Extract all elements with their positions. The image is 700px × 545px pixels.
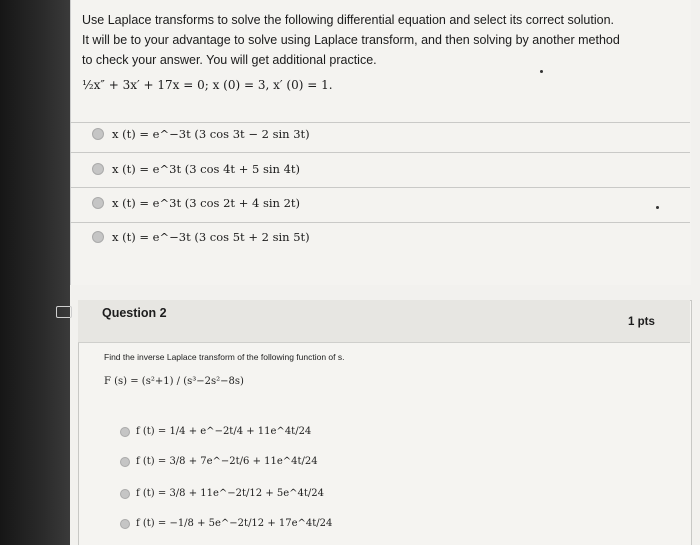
intro-line-1: Use Laplace transforms to solve the following differential equation and select its correct solution.	[82, 13, 615, 27]
radio-button[interactable]	[120, 427, 130, 437]
left-edge-shadow	[0, 0, 70, 545]
option-label: f (t) = −1/8 + 5e^−2t/12 + 17e^4t/24	[136, 518, 333, 529]
radio-button[interactable]	[92, 163, 104, 175]
divider	[70, 152, 690, 153]
radio-button[interactable]	[92, 231, 104, 243]
laplace-function: F (s) = (s²+1) / (s³−2s²−8s)	[104, 376, 244, 387]
flag-question-icon[interactable]	[56, 306, 72, 318]
answer-option-3[interactable]	[120, 488, 324, 499]
intro-line-2: It will be to your advantage to solve using Laplace transform, and then solving by another method	[82, 33, 620, 47]
option-label: x (t) = e^3t (3 cos 2t + 4 sin 2t)	[112, 196, 301, 210]
radio-button[interactable]	[92, 197, 104, 209]
intro-line-3: to check your answer. You will get additional practice.	[82, 53, 377, 67]
question1-intro	[82, 10, 687, 70]
option-label: f (t) = 3/8 + 7e^−2t/6 + 11e^4t/24	[136, 456, 318, 467]
differential-equation: ½x″ + 3x′ + 17x = 0; x (0) = 3, x′ (0) = 1.	[82, 78, 333, 92]
option-label: x (t) = e^−3t (3 cos 5t + 2 sin 5t)	[112, 230, 310, 244]
option-label: x (t) = e^−3t (3 cos 3t − 2 sin 3t)	[112, 127, 310, 141]
radio-button[interactable]	[92, 128, 104, 140]
option-label: f (t) = 1/4 + e^−2t/4 + 11e^4t/24	[136, 426, 312, 437]
answer-option-1[interactable]	[120, 426, 311, 437]
question2-prompt: Find the inverse Laplace transform of the following function of s.	[104, 352, 345, 362]
divider	[70, 122, 690, 123]
radio-button[interactable]	[120, 457, 130, 467]
answer-option-1[interactable]	[92, 127, 310, 141]
option-label: f (t) = 3/8 + 11e^−2t/12 + 5e^4t/24	[136, 488, 325, 499]
radio-button[interactable]	[120, 519, 130, 529]
question2-title: Question 2	[102, 306, 167, 320]
screen-speck	[656, 206, 659, 209]
answer-option-3[interactable]	[92, 196, 300, 210]
radio-button[interactable]	[120, 489, 130, 499]
question2-header	[78, 300, 690, 343]
divider	[70, 222, 690, 223]
answer-option-2[interactable]	[120, 456, 318, 467]
question2-points: 1 pts	[628, 316, 655, 328]
answer-option-4[interactable]	[92, 230, 310, 244]
option-label: x (t) = e^3t (3 cos 4t + 5 sin 4t)	[112, 162, 301, 176]
answer-option-2[interactable]	[92, 162, 300, 176]
answer-option-4[interactable]	[120, 518, 332, 529]
divider	[70, 187, 690, 188]
screen-speck	[540, 70, 543, 73]
